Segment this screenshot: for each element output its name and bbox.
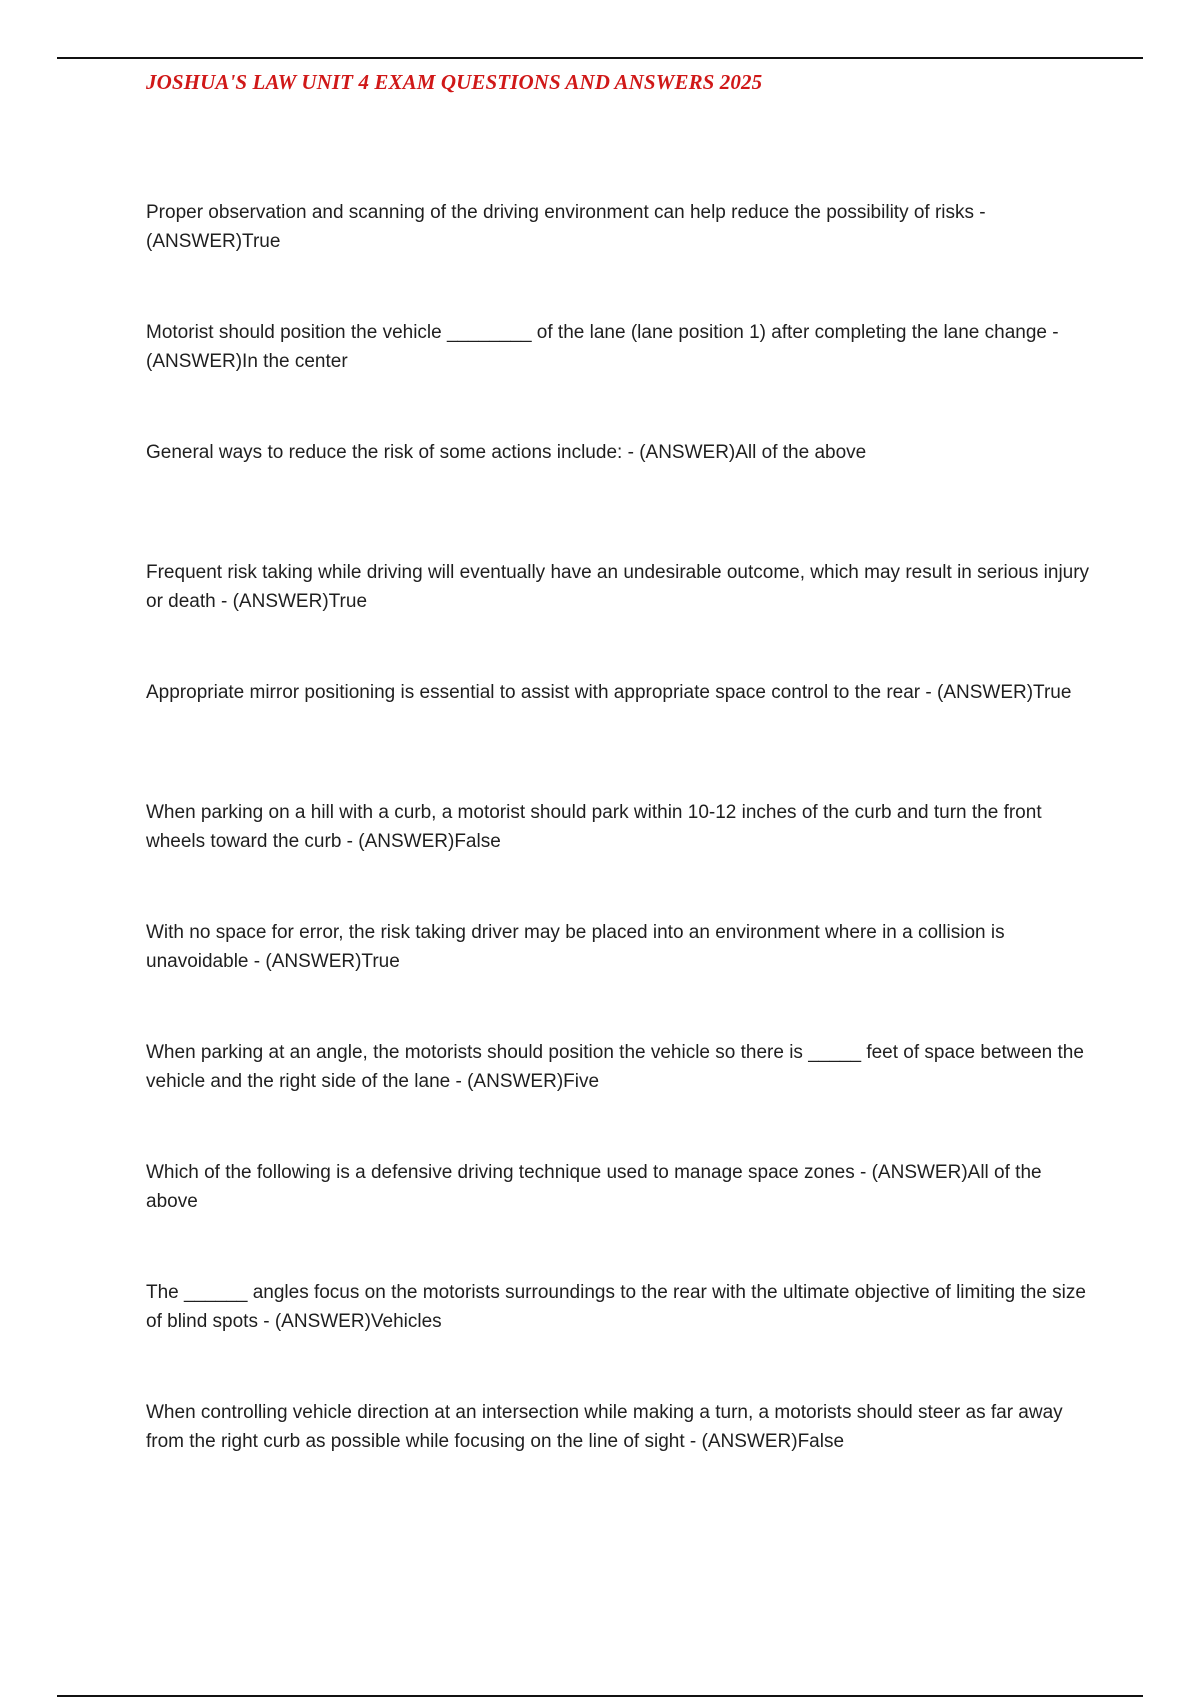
question-text: Frequent risk taking while driving will eventually have an undesirable outcome, which may result in serious injury or death - (146, 562, 1095, 612)
answer-text: (ANSWER)All of the above (146, 1162, 1047, 1212)
question-text: When parking on a hill with a curb, a motorist should park within 10-12 inches of the curb and turn the front wheels toward the curb - (146, 802, 1047, 852)
qa-list (146, 198, 1096, 1518)
answer-text: (ANSWER)True (265, 951, 400, 972)
question-text: Proper observation and scanning of the driving environment can help reduce the possibility of risks - (146, 202, 991, 223)
answer-text: (ANSWER)False (358, 831, 501, 852)
qa-item (146, 1398, 1096, 1456)
answer-text: (ANSWER)All of the above (639, 442, 867, 463)
qa-item (146, 1158, 1096, 1216)
answer-text: (ANSWER)Five (467, 1071, 600, 1092)
qa-item (146, 1038, 1096, 1096)
answer-text: (ANSWER)Vehicles (274, 1311, 442, 1332)
question-text: General ways to reduce the risk of some actions include: - (146, 442, 640, 463)
document-title: JOSHUA'S LAW UNIT 4 EXAM QUESTIONS AND ANSWERS 2025 (146, 70, 763, 94)
question-text: Which of the following is a defensive driving technique used to manage space zones - (146, 1162, 872, 1183)
qa-item (146, 1278, 1096, 1336)
question-text: With no space for error, the risk taking driver may be placed into an environment where in a collision is unavoidable - (146, 922, 1010, 972)
qa-item (146, 798, 1096, 856)
question-text: Motorist should position the vehicle ________ of the lane (lane position 1) after completing the lane change - (146, 322, 1064, 343)
question-text: When controlling vehicle direction at an intersection while making a turn, a motorists should steer as far away from the right curb as possible while focusing on the line of sight - (146, 1402, 1068, 1452)
qa-item (146, 918, 1096, 976)
qa-item (146, 318, 1096, 376)
bottom-rule (57, 1695, 1143, 1697)
answer-text: (ANSWER)True (937, 682, 1072, 703)
top-rule (57, 57, 1143, 59)
qa-item (146, 678, 1096, 736)
answer-text: (ANSWER)False (701, 1431, 845, 1452)
answer-text: (ANSWER)True (232, 591, 368, 612)
qa-item (146, 198, 1096, 256)
qa-item (146, 438, 1096, 496)
answer-text: (ANSWER)True (146, 231, 281, 252)
question-text: Appropriate mirror positioning is essential to assist with appropriate space control to the rear - (146, 682, 937, 703)
question-text: When parking at an angle, the motorists should position the vehicle so there is _____ feet of space between the vehicle and the right side of the lane - (146, 1042, 1090, 1092)
qa-item (146, 558, 1096, 616)
question-text: The ______ angles focus on the motorists surroundings to the rear with the ultimate objective of limiting the size of blind spots - (146, 1282, 1092, 1332)
answer-text: (ANSWER)In the center (146, 351, 348, 372)
